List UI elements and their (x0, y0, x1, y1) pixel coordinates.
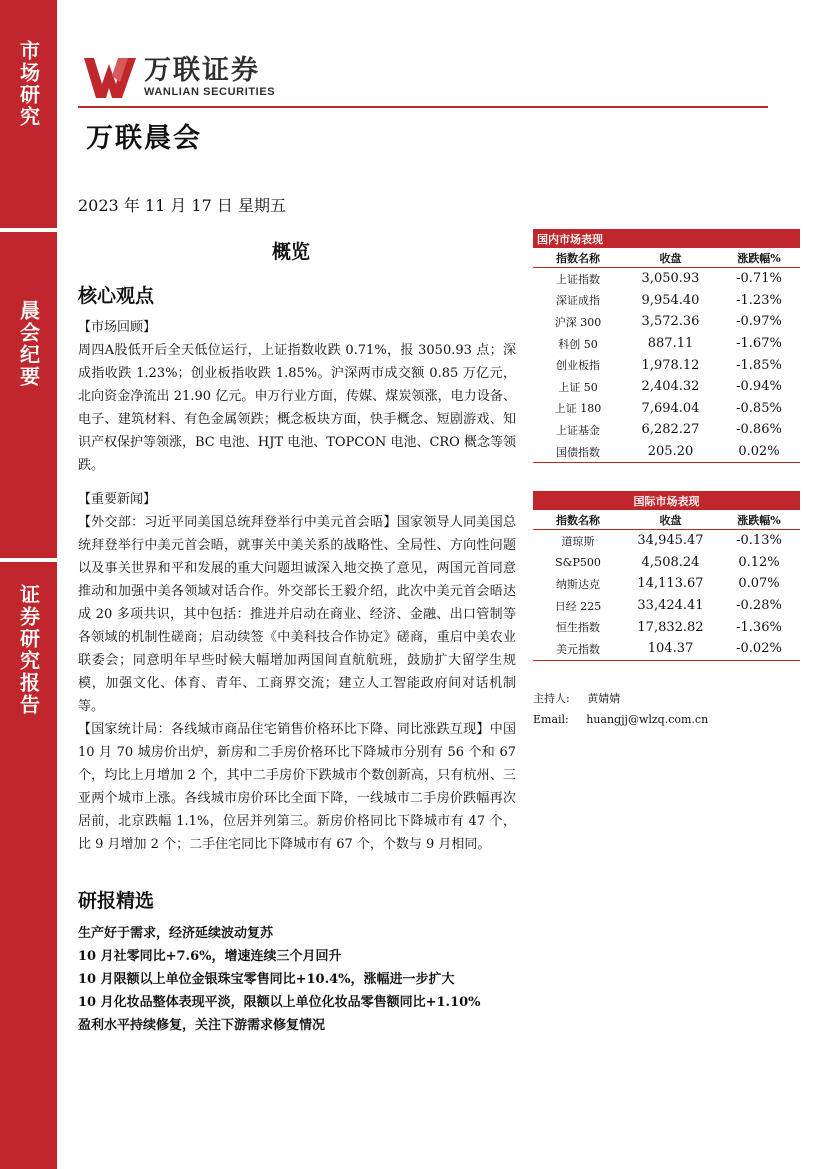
international-table-caption-row (533, 491, 800, 510)
table-row (533, 398, 800, 420)
email-label: Email: (533, 713, 569, 726)
index-name: 道琼斯 (561, 534, 595, 548)
market-review-text: 周四A股低开后全天低位运行，上证指数收跌 0.71%，报 3050.93 点；深成指收跌 1.23%；创业板指收跌 1.85%。沪深两市成交额 0.85 万亿元，北向资金净流出 21.90 亿元。申万行业方面，传媒、煤炭领涨，电力设备、电子、建筑材料、有色金属领跌；概念板块方面，快手概念、短剧游戏、知识产权保护等领涨，BC 电池、HJT 电池、TOPCON 电池、CRO 概念等领跌。 (78, 343, 516, 473)
international-table-caption: 国际市场表现 (633, 494, 700, 508)
index-name: 纳斯达克 (556, 577, 600, 591)
index-change: 0.02% (718, 441, 800, 463)
index-change: -1.85% (736, 357, 782, 373)
w-logo-mark-icon (82, 54, 138, 100)
research-picks-list (78, 922, 481, 1037)
sidebar-block-research-report (0, 558, 57, 1169)
index-change: -0.94% (736, 379, 782, 395)
header-divider (78, 106, 768, 108)
research-picks-heading: 研报精选 (78, 890, 155, 912)
index-close: 7,694.04 (641, 400, 700, 416)
index-close: 4,508.24 (641, 554, 700, 570)
index-close: 3,050.93 (641, 271, 700, 287)
index-name: 上证 180 (554, 402, 602, 416)
news-2-text: 中国 10 月 70 城房价出炉，新房和二手房价格环比下降城市分别有 56 个和 67 个，均比上月增加 2 个，其中二手房价下跌城市个数创新高，只有杭州、三亚两个城市上涨。各线城市房价环比全面下降，一线城市二手房价跌幅再次居前，北京跌幅 1.1%，位居并列第三。新房价格同比下降城市有 47 个，比 9 月增加 2 个；二手住宅同比下降城市有 67 个，个数与 9 月相同。 (78, 722, 516, 852)
sidebar-label-market-research: 市场研究 (16, 40, 41, 128)
sidebar-block-market-research (0, 0, 57, 228)
email-link[interactable]: huangjj@wlzq.com.cn (586, 713, 709, 726)
index-close: 205.20 (623, 441, 718, 463)
important-news-tag: 【重要新闻】 (78, 492, 157, 507)
domestic-market-table (533, 229, 800, 463)
index-name: 美元指数 (533, 638, 623, 660)
news-1-text: 国家领导人同美国总统拜登举行中美元首会晤，就事关中美关系的战略性、全局性、方向性问题以及事关世界和平和发展的重大问题坦诚深入地交换了意见，两国元首同意推动和加强中美各领域对话合作。外交部长王毅介绍，此次中美元首会晤达成 20 多项共识，其中包括：推进并启动在商业、经济、金融、出口管制等各领域的机制性磋商；启动续签《中美科技合作协定》磋商，重启中美农业联委会；同意明年早些时候大幅增加两国间直航航班，鼓励扩大留学生规模，加强文化、体育、青年、工商界交流；建立人工智能政府间对话机制等。 (78, 515, 516, 714)
index-change: 0.07% (738, 576, 780, 592)
index-name: 上证 50 (558, 380, 598, 394)
table-row (533, 311, 800, 333)
international-market-table (533, 491, 800, 661)
index-change: 0.12% (738, 554, 780, 570)
index-close: 104.37 (623, 638, 718, 660)
research-pick-item[interactable]: 盈利水平持续修复，关注下游需求修复情况 (78, 1018, 326, 1033)
sidebar-label-morning-meeting: 晨会纪要 (16, 300, 41, 388)
index-name: S&P500 (555, 555, 601, 569)
index-change: -1.67% (736, 336, 782, 352)
table-row (533, 376, 800, 398)
email-line (533, 713, 708, 726)
index-name: 创业板指 (556, 359, 600, 373)
sidebar-label-research-report: 证券研究报告 (16, 584, 41, 716)
index-change: -0.97% (736, 314, 782, 330)
index-name: 日经 225 (554, 599, 602, 613)
overview-heading: 概览 (272, 241, 311, 263)
market-review-section (78, 316, 516, 477)
header-close: 收盘 (623, 248, 718, 268)
table-row (533, 573, 800, 595)
report-date: 2023 年 11 月 17 日 星期五 (78, 196, 286, 215)
index-change: -0.71% (736, 271, 782, 287)
index-name: 国债指数 (533, 441, 623, 463)
table-row (533, 530, 800, 552)
sidebar-block-morning-meeting (0, 228, 57, 558)
header-change: 涨跌幅% (718, 510, 800, 530)
logo-english-name: WANLIAN SECURITIES (144, 85, 276, 98)
important-news-section (78, 488, 516, 856)
index-change: -0.85% (736, 400, 782, 416)
header-change: 涨跌幅% (718, 248, 800, 268)
index-close: 3,572.36 (641, 314, 700, 330)
news-2-title: 【国家统计局：各线城市商品住宅销售价格环比下降、同比涨跌互现】 (78, 722, 490, 737)
index-close: 1,978.12 (641, 357, 700, 373)
page-title: 万联晨会 (86, 123, 202, 154)
table-row (533, 638, 800, 660)
header-index-name: 指数名称 (533, 510, 623, 530)
index-name: 深证成指 (556, 294, 600, 308)
table-row (533, 419, 800, 441)
news-item-1 (78, 511, 516, 718)
news-item-2 (78, 718, 516, 856)
index-close: 14,113.67 (637, 576, 704, 592)
index-name: 上证基金 (556, 423, 600, 437)
host-line (533, 690, 620, 706)
table-row (533, 441, 800, 463)
host-name: 黄婧婧 (587, 692, 621, 705)
table-row (533, 552, 800, 574)
domestic-table-header (533, 248, 800, 268)
research-pick-item[interactable]: 生产好于需求，经济延续波动复苏 (78, 926, 274, 941)
index-close: 33,424.41 (637, 598, 704, 614)
table-row (533, 290, 800, 312)
international-table-header (533, 510, 800, 530)
table-row (533, 595, 800, 617)
company-logo (82, 52, 275, 102)
index-change: -1.23% (736, 292, 782, 308)
core-views-heading: 核心观点 (78, 285, 155, 307)
index-close: 17,832.82 (637, 619, 704, 635)
index-close: 34,945.47 (637, 533, 704, 549)
index-close: 2,404.32 (641, 379, 700, 395)
research-pick-item[interactable]: 10 月社零同比+7.6%，增速连续三个月回升 (78, 949, 342, 964)
research-pick-item[interactable]: 10 月限额以上单位金银珠宝零售同比+10.4%，涨幅进一步扩大 (78, 972, 455, 987)
index-name: 上证指数 (556, 272, 600, 286)
domestic-table-caption: 国内市场表现 (537, 232, 603, 246)
table-row (533, 616, 800, 638)
table-row (533, 354, 800, 376)
sidebar (0, 0, 57, 1169)
index-name: 科创 50 (558, 337, 598, 351)
table-row (533, 268, 800, 290)
header-index-name: 指数名称 (533, 248, 623, 268)
table-row (533, 333, 800, 355)
host-label: 主持人: (533, 692, 570, 705)
index-name: 沪深 300 (554, 315, 602, 329)
index-name: 恒生指数 (556, 621, 600, 635)
index-close: 6,282.27 (641, 422, 700, 438)
index-change: -0.02% (718, 638, 800, 660)
news-1-title: 【外交部：习近平同美国总统拜登举行中美元首会晤】 (78, 515, 397, 530)
domestic-table-caption-row (533, 229, 800, 248)
logo-chinese-name: 万联证券 (144, 54, 260, 86)
research-pick-item[interactable]: 10 月化妆品整体表现平淡，限额以上单位化妆品零售额同比+1.10% (78, 995, 481, 1010)
index-close: 887.11 (647, 336, 694, 352)
index-change: -0.86% (736, 422, 782, 438)
index-close: 9,954.40 (641, 292, 700, 308)
index-change: -1.36% (736, 619, 782, 635)
market-review-tag: 【市场回顾】 (78, 320, 157, 335)
header-close: 收盘 (623, 510, 718, 530)
index-change: -0.28% (736, 598, 782, 614)
index-change: -0.13% (736, 533, 782, 549)
